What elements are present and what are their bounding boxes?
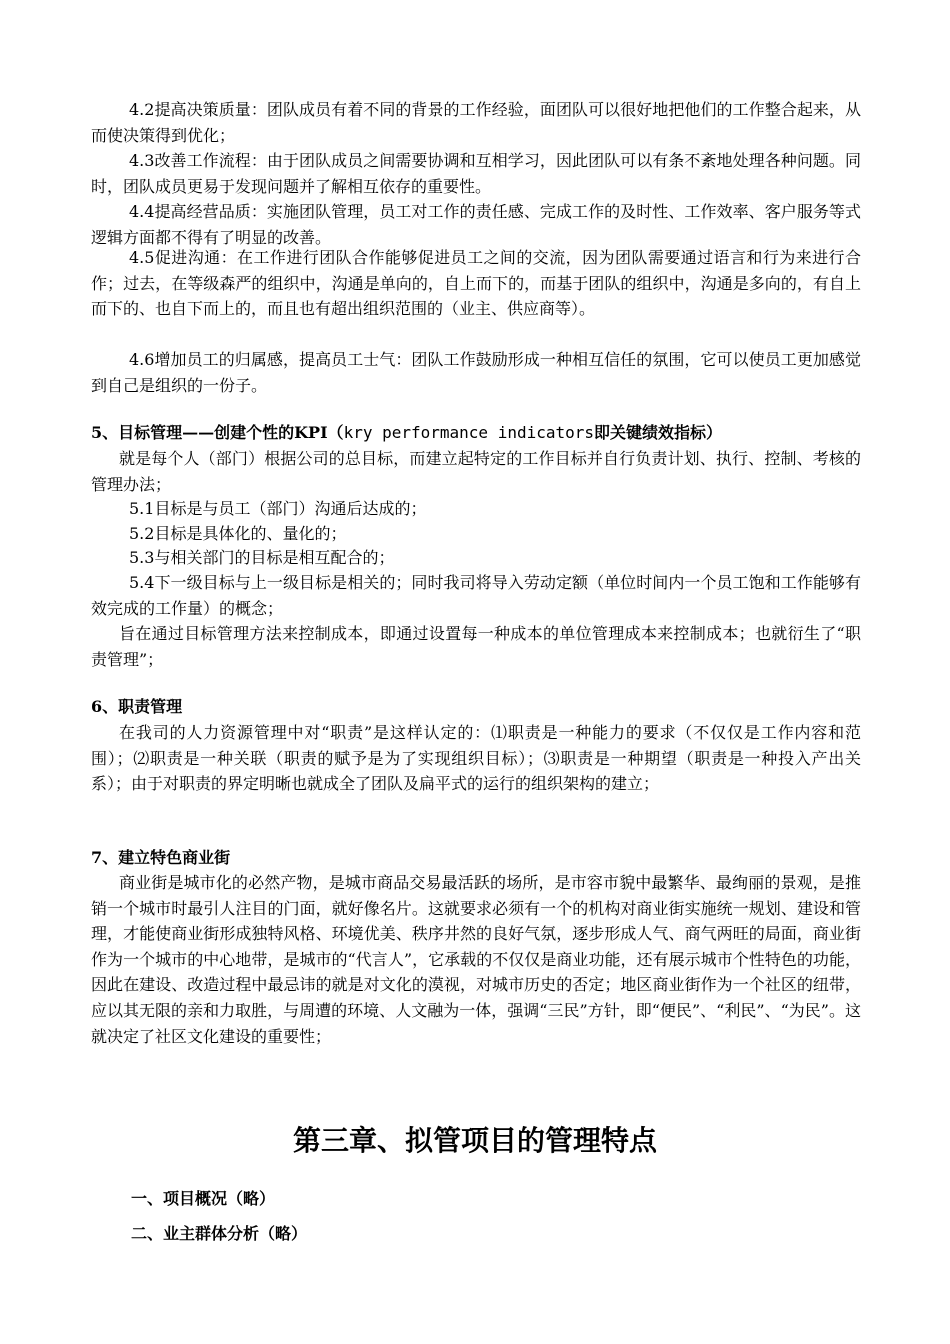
paragraph-4-5: 4.5促进沟通：在工作进行团队合作能够促进员工之间的交流，因为团队需要通过语言和行为来进行合作；过去，在等级森严的组织中，沟通是单向的，自上而下的，而基于团队的组织中，沟通是多向的，有自上而下的、也自下而上的，而且也有超出组织范围的（业主、供应商等）。 [91,248,861,319]
paragraph-4-3: 4.3改善工作流程：由于团队成员之间需要协调和互相学习，因此团队可以有条不紊地处理各种问题。同时，团队成员更易于发现问题并了解相互依存的重要性。 [91,151,861,196]
section-5-heading-english: kry performance indicators [343,423,595,442]
paragraph-4-4: 4.4提高经营品质：实施团队管理，员工对工作的责任感、完成工作的及时性、工作效率、客户服务等式逻辑方面都不得有了明显的改善。 [91,202,861,247]
chapter-3-item-1: 一、项目概况（略） [131,1189,276,1208]
chapter-3-title: 第三章、拟管项目的管理特点 [292,1124,657,1157]
paragraph-5-4: 5.4下一级目标与上一级目标是相关的；同时我司将导入劳动定额（单位时间内一个员工饱和工作能够有效完成的工作量）的概念； [91,573,861,618]
paragraph-5-2: 5.2目标是具体化的、量化的； [129,524,347,543]
section-5-closing: 旨在通过目标管理方法来控制成本，即通过设置每一种成本的单位管理成本来控制成本；也就衍生了“职责管理”； [91,624,861,669]
section-7-heading: 7、建立特色商业街 [91,848,231,867]
section-5-heading [91,421,871,445]
paragraph-5-3: 5.3与相关部门的目标是相互配合的； [129,548,395,567]
section-7-body: 商业街是城市化的必然产物，是城市商品交易最活跃的场所，是市容市貌中最繁华、最绚丽的景观，是推销一个城市时最引人注目的门面，就好像名片。这就要求必须有一个的机构对商业街实施统一规划、建设和管理，才能使商业街形成独特风格、环境优美、秩序井然的良好气氛，逐步形成人气、商气两旺的局面，商业街作为一个城市的中心地带，是城市的“代言人”，它承载的不仅仅是商业功能，还有展示城市个性特色的功能，因此在建设、改造过程中最忌讳的就是对文化的漠视，对城市历史的否定；地区商业街作为一个社区的纽带，应以其无限的亲和力取胜，与周遭的环境、人文融为一体，强调“三民”方针，即“便民”、“利民”、“为民”。这就决定了社区文化建设的重要性； [91,873,861,1046]
section-5-intro: 就是每个人（部门）根据公司的总目标，而建立起特定的工作目标并自行负责计划、执行、控制、考核的管理办法； [91,449,861,494]
section-5-heading-suffix: 即关键绩效指标） [594,423,723,442]
paragraph-4-2: 4.2提高决策质量：团队成员有着不同的背景的工作经验，面团队可以很好地把他们的工作整合起来，从而使决策得到优化； [91,100,861,145]
paragraph-5-1: 5.1目标是与员工（部门）沟通后达成的； [129,499,427,518]
section-6-heading: 6、职责管理 [91,697,183,716]
chapter-3-item-2: 二、业主群体分析（略） [131,1224,308,1243]
section-6-body: 在我司的人力资源管理中对“职责”是这样认定的：⑴职责是一种能力的要求（不仅仅是工作内容和范围）；⑵职责是一种关联（职责的赋予是为了实现组织目标）；⑶职责是一种期望（职责是一种投入产出关系）；由于对职责的界定明晰也就成全了团队及扁平式的运行的组织架构的建立； [91,723,861,794]
section-5-heading-prefix: 5、目标管理——创建个性的KPI（ [91,423,344,442]
paragraph-4-6: 4.6增加员工的归属感，提高员工士气：团队工作鼓励形成一种相互信任的氛围，它可以使员工更加感觉到自己是组织的一份子。 [91,350,861,395]
